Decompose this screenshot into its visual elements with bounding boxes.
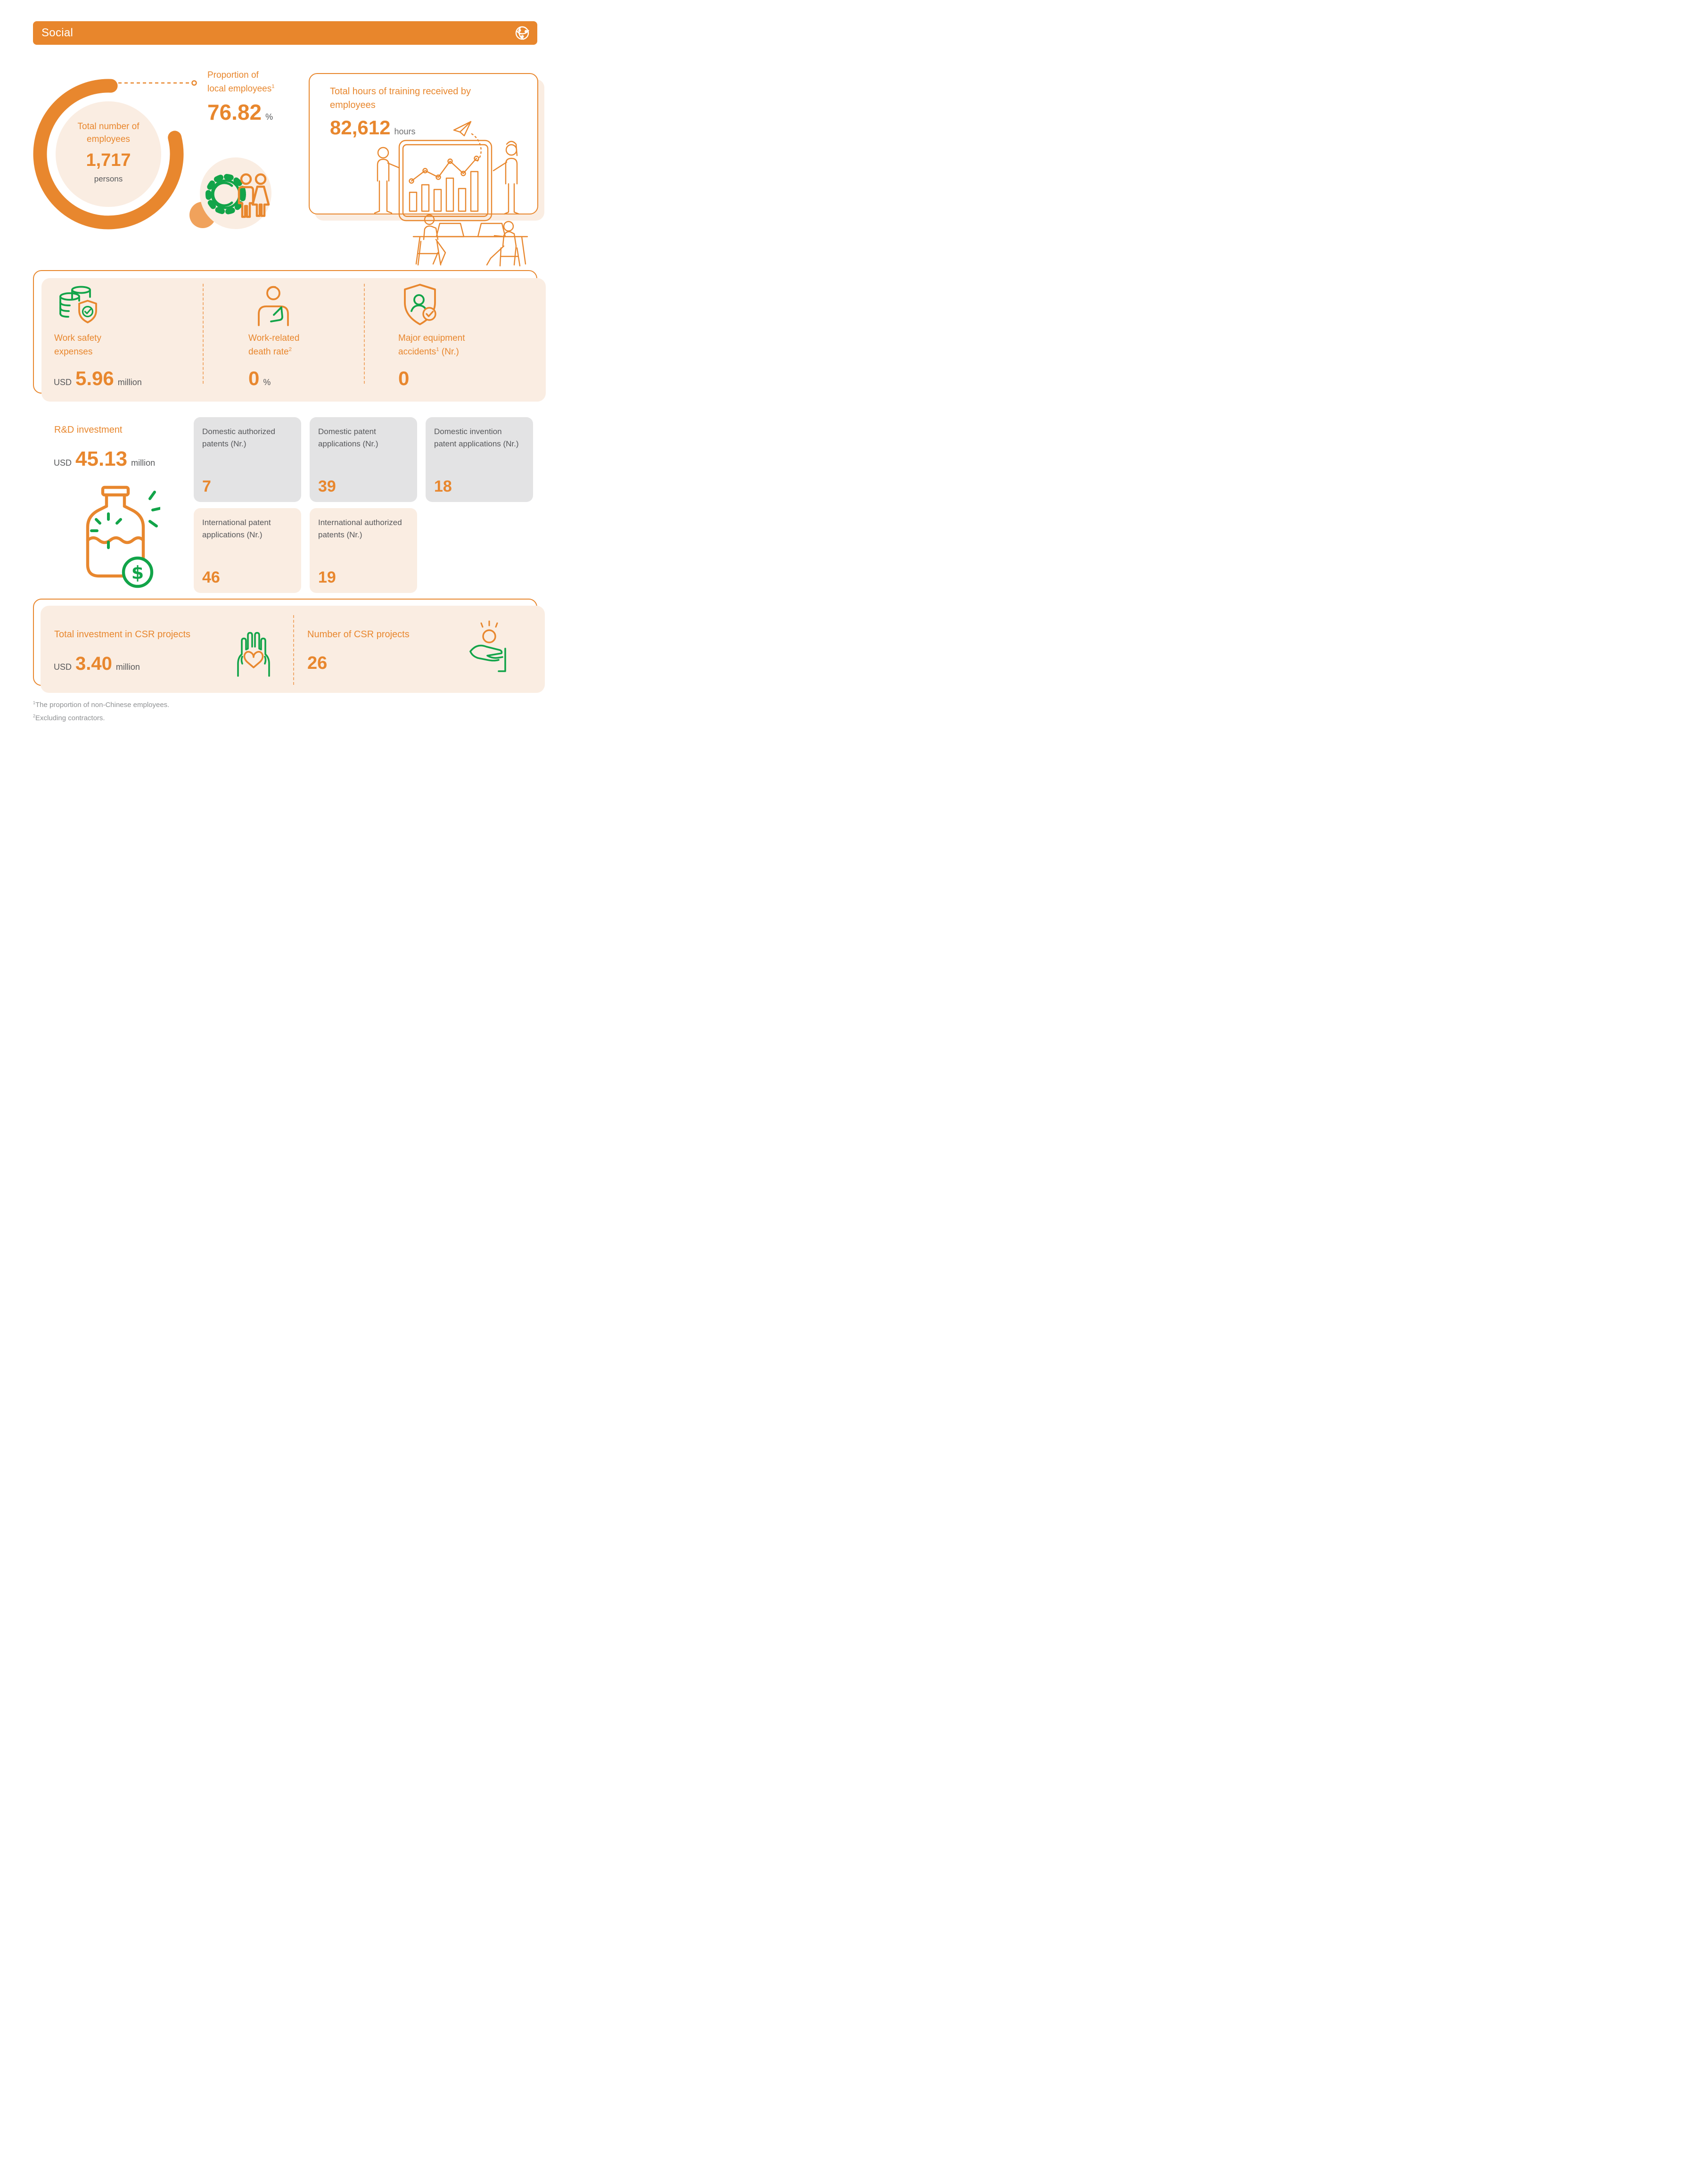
csr-projects-value: 26 [307, 653, 328, 673]
patent-card-domestic-invention: Domestic invention patent applications (Nr.) 18 [426, 417, 533, 502]
csr-projects-label: Number of CSR projects [307, 629, 410, 640]
patent-card-international-applications: International patent applications (Nr.) 46 [194, 508, 301, 593]
paper-plane-icon [454, 122, 471, 136]
employees-total [61, 121, 156, 184]
research-flask-icon [71, 482, 160, 590]
local-employees-value: 76.82 [207, 100, 262, 124]
employees-label: Total number of employees [77, 122, 140, 144]
csr-divider [293, 615, 294, 685]
csr-investment-currency: USD [54, 662, 72, 672]
hands-heart-icon [225, 622, 282, 679]
footnote-1: $^1$The proportion of non-Chinese employees. [33, 700, 170, 709]
training-unit: hours [394, 127, 416, 136]
training-people-illustration [370, 118, 540, 269]
gear-people-icon [200, 157, 271, 229]
page-title: Social [41, 26, 74, 39]
training-label: Total hours of training received by employees [330, 86, 471, 110]
csr-investment-unit: million [115, 662, 140, 672]
death-rate-unit: % [263, 378, 271, 387]
csr-investment-value: 3.40 [75, 653, 112, 674]
training-value: 82,612 [330, 116, 391, 139]
csr-investment-value-row [54, 654, 140, 673]
rnd-value-row [54, 449, 155, 469]
employees-value: 1,717 [86, 150, 131, 171]
footnote-2: $^2$Excluding contractors. [33, 714, 105, 722]
shield-user-icon [398, 282, 442, 327]
csr-investment-label: Total investment in CSR projects [54, 629, 191, 640]
hand-ball-icon [466, 620, 517, 675]
safety-divider-1 [203, 284, 204, 384]
rnd-label: R&D investment [54, 425, 123, 435]
local-employees-unit: % [265, 112, 273, 122]
patent-card-domestic-authorized: Domestic authorized patents (Nr.) 7 [194, 417, 301, 502]
patent-card-international-authorized: International authorized patents (Nr.) 19 [310, 508, 417, 593]
equipment-accidents-value-row [398, 369, 409, 388]
section-header [33, 21, 537, 45]
work-safety-label: Work safety expenses [54, 333, 101, 357]
death-rate-value-row [248, 369, 271, 388]
coins-shield-icon [54, 284, 101, 327]
rnd-value: 45.13 [75, 447, 128, 470]
rnd-currency: USD [54, 458, 72, 468]
work-safety-value: 5.96 [75, 367, 114, 389]
equipment-accidents-value: 0 [398, 367, 410, 389]
employees-unit: persons [94, 174, 123, 184]
local-employees-label: Proportion of local employees$^1$ [207, 70, 275, 94]
patent-card-domestic-applications: Domestic patent applications (Nr.) 39 [310, 417, 417, 502]
globe-network-icon [514, 25, 531, 41]
work-safety-unit: million [117, 378, 142, 387]
death-rate-label: Work-related death rate$^2$ [248, 333, 300, 357]
work-safety-value-row [54, 369, 142, 388]
workforce-icon-circle [200, 157, 271, 229]
infographic-page [0, 0, 569, 727]
work-safety-currency: USD [54, 378, 72, 387]
rnd-unit: million [131, 458, 156, 468]
equipment-accidents-label: Major equipment accidents$^1$ (Nr.) [398, 333, 465, 357]
death-rate-value: 0 [248, 367, 260, 389]
injured-person-icon [252, 283, 295, 328]
svg-text:$: $ [131, 562, 144, 583]
